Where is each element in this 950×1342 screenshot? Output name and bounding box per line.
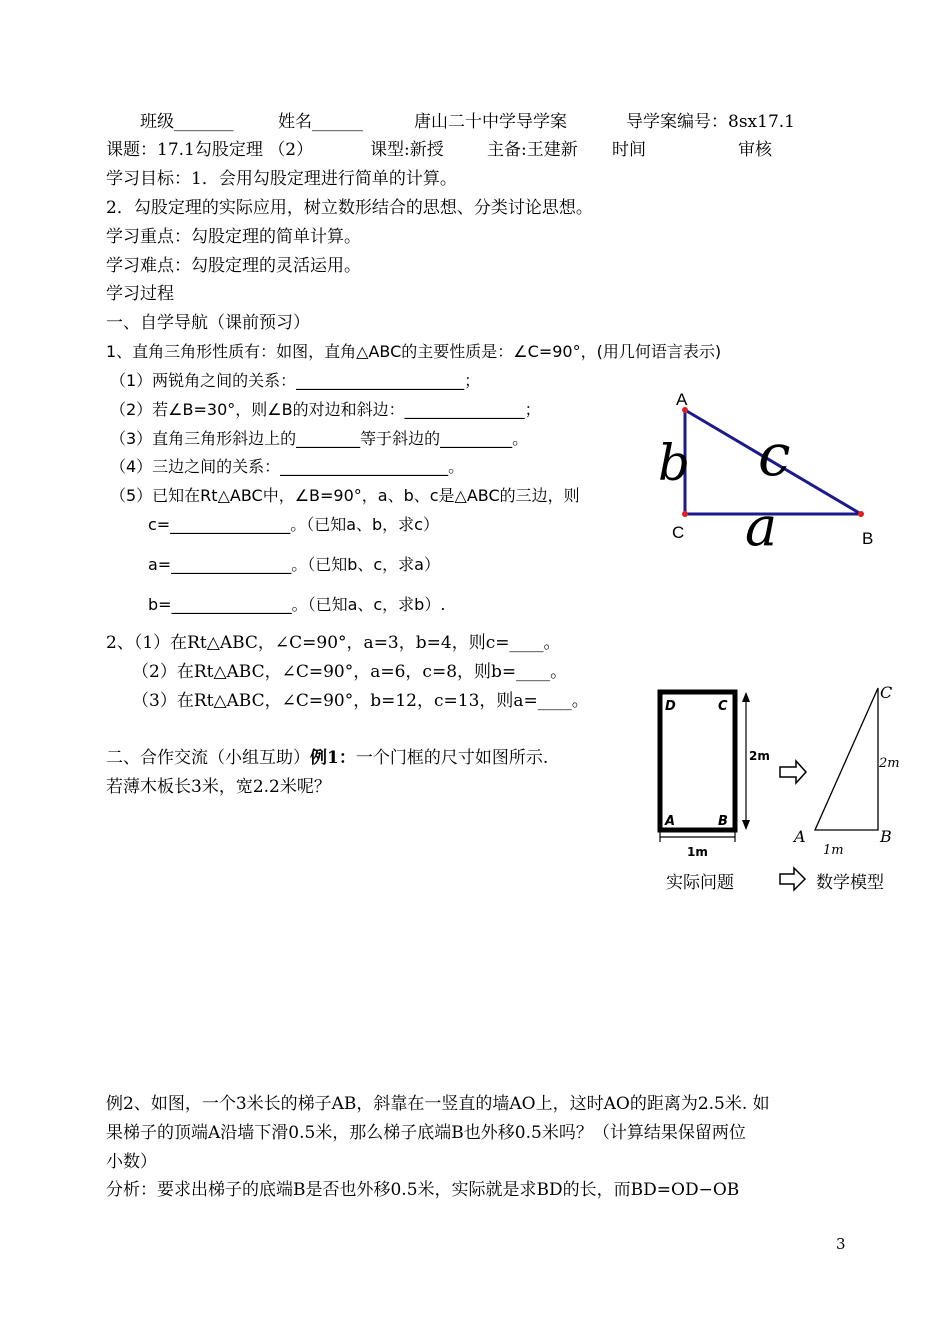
door-C: C: [718, 699, 728, 714]
q1-5-b: b=_______________。（已知a、c，求b）.: [148, 595, 446, 614]
example1-text: 一个门框的尺寸如图所示.: [355, 748, 549, 768]
example2-analysis: 分析：要求出梯子的底端B是否也外移0.5米，实际就是求BD的长，而BD=OD−OB: [106, 1180, 740, 1200]
door-A: A: [665, 814, 676, 829]
school-title: 唐山二十中学导学案: [414, 112, 567, 132]
door-height: 2m: [749, 749, 770, 763]
section2-line1: [106, 747, 548, 769]
q1-5-a: a=_______________。（已知b、c，求a）: [148, 555, 440, 574]
name-label: 姓名______: [278, 112, 363, 132]
q1-4: （4）三边之间的关系：_____________________。: [110, 457, 465, 476]
example2-line3: 小数）: [106, 1152, 157, 1172]
q2-3: （3）在Rt△ABC，∠C=90°，b=12，c=13，则a=____。: [132, 691, 589, 711]
model-height: 2m: [879, 756, 900, 771]
triangle-figure: [640, 385, 890, 558]
door-figure: [650, 680, 910, 865]
model-B: B: [880, 827, 892, 846]
caption-arrow-icon: [778, 866, 808, 892]
q1-intro: 1、直角三角形性质有：如图，直角△ABC的主要性质是：∠C=90°，(用几何语言表示): [106, 342, 722, 361]
caption-math-model: 数学模型: [816, 873, 884, 893]
q1-3: （3）直角三角形斜边上的________等于斜边的_________。: [110, 429, 529, 448]
lesson-topic: 课题：17.1勾股定理 （2）: [106, 140, 314, 160]
section2-title: 二、合作交流（小组互助）: [106, 748, 310, 768]
label-C: C: [672, 523, 685, 542]
case-code: 导学案编号：8sx17.1: [626, 112, 795, 132]
model-width: 1m: [823, 843, 844, 858]
height-arrow-down: [742, 820, 750, 830]
door-D: D: [665, 699, 676, 714]
lesson-review: 审核: [738, 140, 772, 160]
section1-title: 一、自学导航（课前预习）: [106, 313, 310, 333]
q2-2: （2）在Rt△ABC，∠C=90°，a=6，c=8，则b=____。: [132, 662, 568, 682]
key-point: 学习重点：勾股定理的简单计算。: [106, 227, 361, 247]
door-B: B: [718, 814, 728, 829]
arrow-right-icon: [780, 761, 806, 783]
vertex-c-dot: [682, 511, 688, 517]
height-arrow-up: [742, 692, 750, 702]
q1-5-c: c=_______________。（已知a、b，求c）: [148, 515, 439, 534]
door-width: 1m: [687, 845, 708, 859]
process-heading: 学习过程: [106, 284, 174, 304]
label-A: A: [676, 390, 688, 409]
label-a: a: [745, 495, 778, 558]
page-number: 3: [836, 1235, 846, 1253]
q2-1: 2、（1）在Rt△ABC，∠C=90°，a=3，b=4，则c=____。: [106, 633, 561, 653]
model-C: C: [880, 683, 893, 702]
class-label: 班级_______: [140, 112, 234, 132]
example2-line2: 果梯子的顶端A沿墙下滑0.5米，那么梯子底端B也外移0.5米吗？（计算结果保留两位: [106, 1123, 746, 1143]
lesson-time: 时间: [612, 140, 646, 160]
q1-5: （5）已知在Rt△ABC中，∠B=90°，a、b、c是△ABC的三边，则: [110, 486, 580, 505]
objective-1: 学习目标：1．会用勾股定理进行简单的计算。: [106, 169, 457, 189]
label-B: B: [862, 529, 874, 548]
example1-label: 例1：: [310, 748, 356, 768]
q1-2: （2）若∠B=30°，则∠B的对边和斜边：_______________；: [110, 400, 541, 419]
model-A: A: [794, 827, 806, 846]
vertex-b-dot: [858, 511, 864, 517]
objective-2: 2．勾股定理的实际应用，树立数形结合的思想、分类讨论思想。: [106, 198, 593, 218]
difficulty: 学习难点：勾股定理的灵活运用。: [106, 256, 361, 276]
q1-1: （1）两锐角之间的关系：_____________________；: [110, 371, 481, 390]
lesson-author: 主备:王建新: [487, 140, 578, 160]
label-c: c: [758, 421, 791, 489]
caption-real-problem: 实际问题: [666, 873, 734, 893]
label-b: b: [658, 434, 691, 492]
example1-text2: 若薄木板长3米，宽2.2米呢？: [106, 777, 331, 797]
lesson-type: 课型:新授: [370, 140, 444, 160]
model-triangle: [815, 688, 878, 830]
example2-line1: 例2、如图，一个3米长的梯子AB，斜靠在一竖直的墙AO上，这时AO的距离为2.5米. 如: [106, 1094, 770, 1114]
